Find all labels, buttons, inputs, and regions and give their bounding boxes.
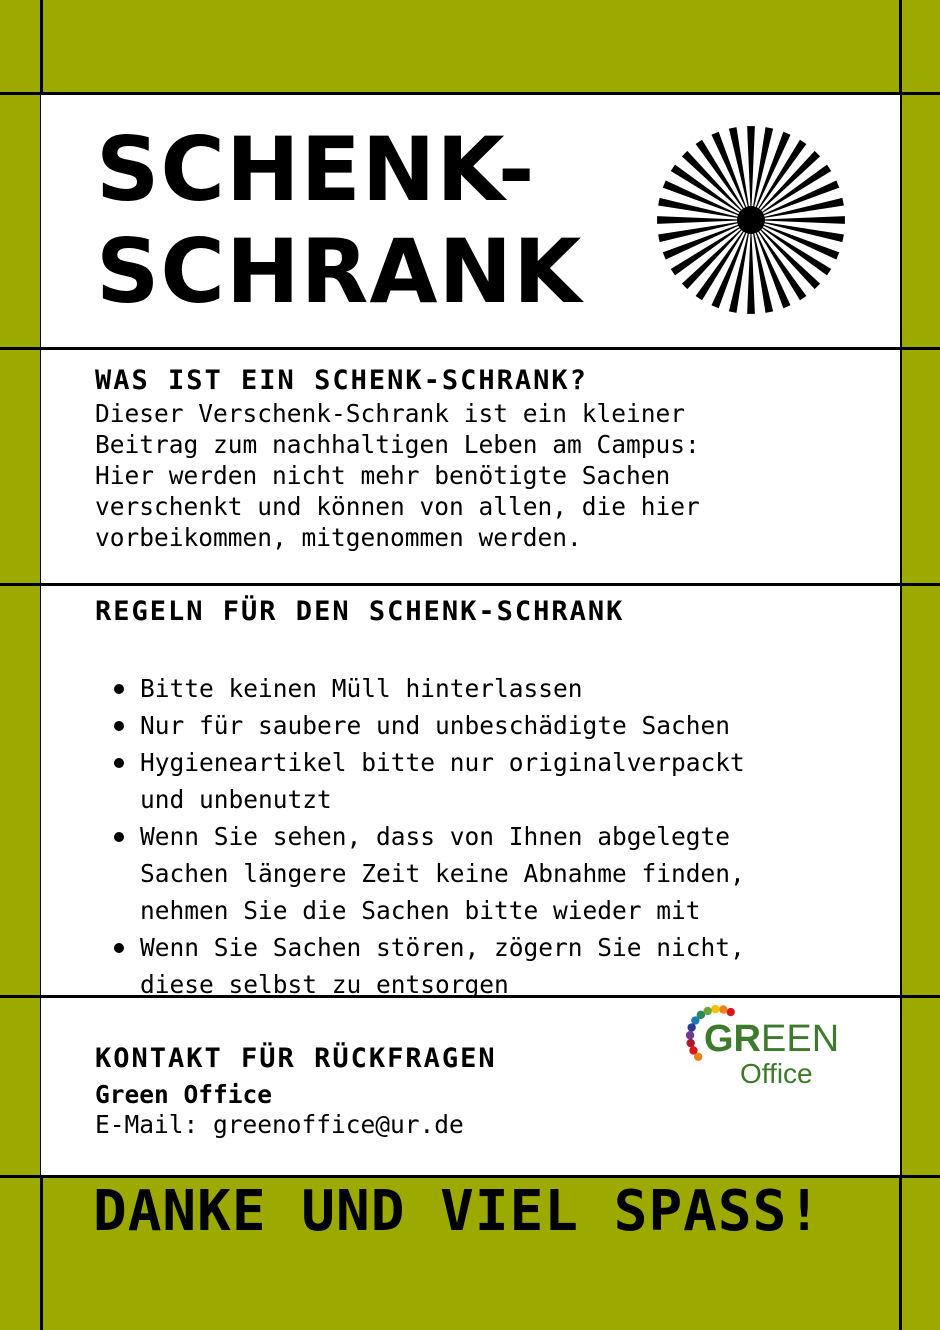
logo-dot bbox=[727, 1008, 735, 1016]
horizontal-rule bbox=[0, 92, 940, 95]
horizontal-rule bbox=[0, 583, 940, 586]
logo-dot bbox=[694, 1053, 702, 1061]
what-text: Dieser Verschenk-Schrank ist ein kleiner Beitrag zum nachhaltigen Leben am Campus: Hier werden nicht mehr benötigte Sachen verschenkt und können von allen, die hier vorbeikommen, mitgenommen werden. bbox=[95, 399, 700, 552]
logo-dot bbox=[711, 1005, 719, 1013]
title-line-1: SCHENK- bbox=[96, 118, 536, 221]
rule-item: Wenn Sie Sachen stören, zögern Sie nicht, diese selbst zu entsorgen bbox=[112, 929, 745, 1003]
sunburst-center bbox=[737, 206, 765, 234]
logo-text-gr: GR bbox=[704, 1018, 761, 1060]
logo-dot bbox=[687, 1023, 695, 1031]
logo-dot bbox=[686, 1031, 694, 1039]
contact-name: Green Office bbox=[95, 1080, 273, 1109]
rule-item: Hygieneartikel bitte nur originalverpackt und unbenutzt bbox=[112, 744, 745, 818]
logo-text-een: EEN bbox=[761, 1018, 840, 1060]
rule-item: Wenn Sie sehen, dass von Ihnen abgelegte Sachen längere Zeit keine Abnahme finden, nehmen Sie die Sachen bitte wieder mit bbox=[112, 818, 745, 929]
sunburst-icon bbox=[655, 124, 847, 316]
horizontal-rule bbox=[0, 1175, 940, 1178]
what-heading: WAS IST EIN SCHENK-SCHRANK? bbox=[95, 365, 588, 396]
thanks-message: DANKE UND VIEL SPASS! bbox=[93, 1179, 823, 1244]
contact-heading: KONTAKT FÜR RÜCKFRAGEN bbox=[95, 1043, 497, 1074]
logo-dot bbox=[719, 1005, 727, 1013]
rules-list bbox=[112, 670, 745, 1003]
logo-text-office: Office bbox=[740, 1058, 813, 1089]
rules-heading: REGELN FÜR DEN SCHENK-SCHRANK bbox=[95, 596, 625, 627]
green-office-logo bbox=[684, 1003, 840, 1089]
horizontal-rule bbox=[0, 347, 940, 350]
logo-dot bbox=[686, 1039, 694, 1047]
svg-text:GREEN bbox=[704, 1018, 839, 1060]
contact-email[interactable]: E-Mail: greenoffice@ur.de bbox=[95, 1110, 464, 1139]
rule-item: Bitte keinen Müll hinterlassen bbox=[112, 670, 745, 707]
title-line-2: SCHRANK bbox=[96, 220, 583, 323]
rule-item: Nur für saubere und unbeschädigte Sachen bbox=[112, 707, 745, 744]
